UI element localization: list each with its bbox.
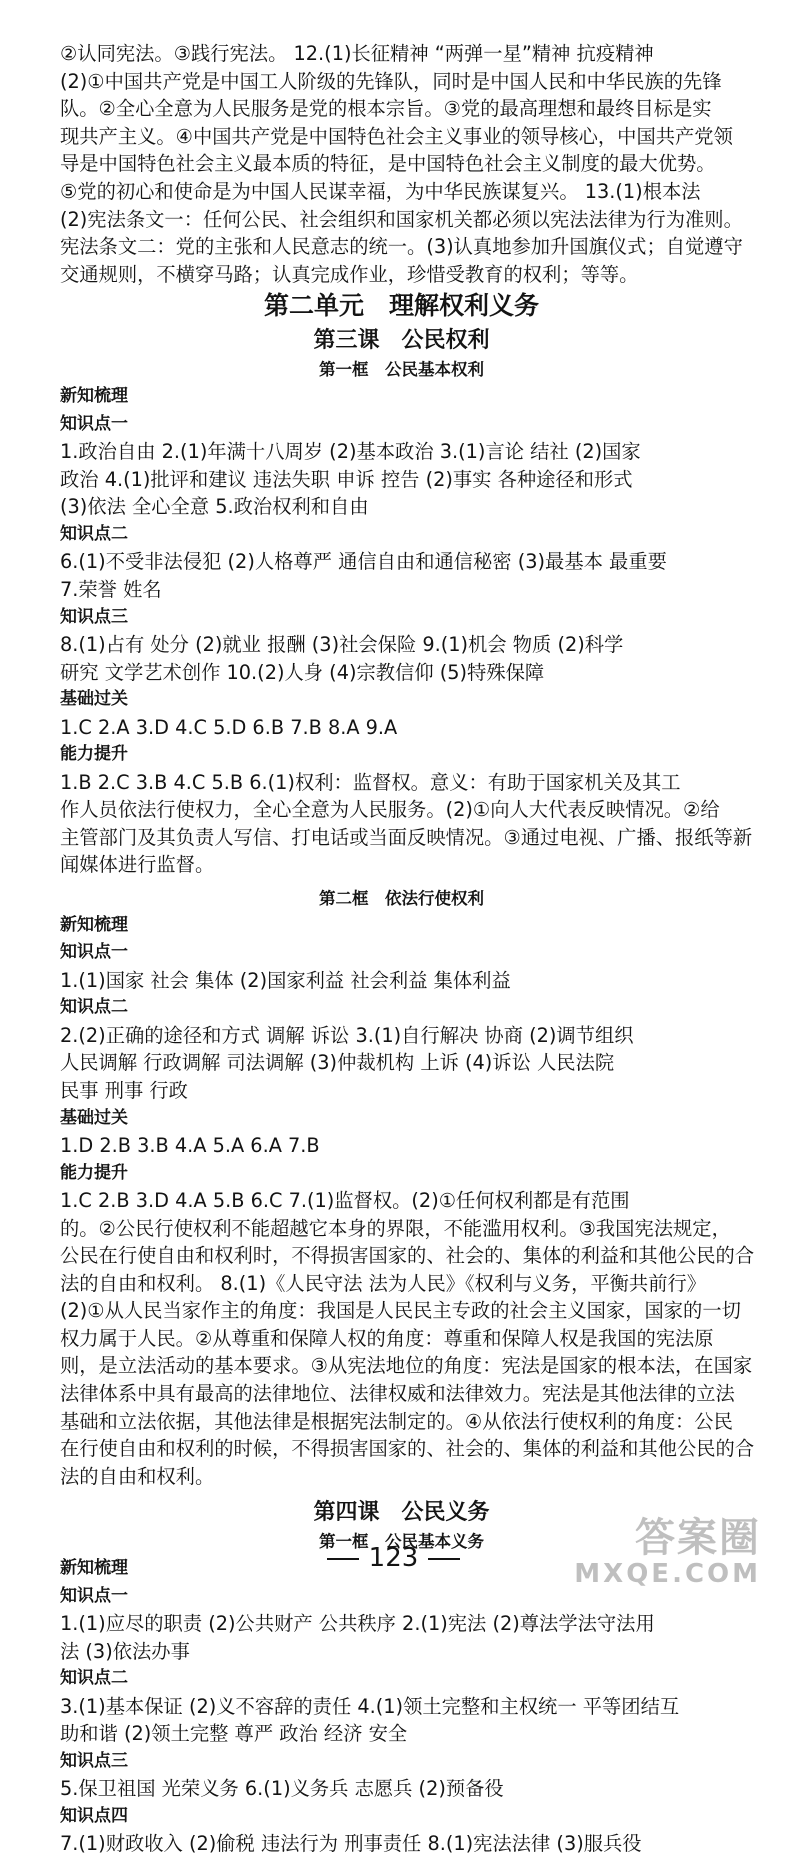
text-line: 法 (3)依法办事 — [60, 1639, 190, 1663]
text-line: ⑤党的初心和使命是为中国人民谋幸福，为中华民族谋复兴。 13.(1)根本法 — [60, 179, 701, 203]
section-heading: 基础过关 — [60, 689, 128, 710]
page-number-text: 123 — [368, 1543, 419, 1573]
frame-title: 第一框 公民基本义务 — [319, 1532, 484, 1552]
section-heading: 能力提升 — [60, 744, 128, 765]
text-line: 交通规则，不横穿马路；认真完成作业，珍惜受教育的权利；等等。 — [60, 262, 639, 286]
knowledge-point-heading: 知识点四 — [60, 1806, 128, 1827]
text-line: 在行使自由和权利的时候，不得损害国家的、社会的、集体的利益和其他公民的合 — [60, 1437, 755, 1461]
text-line: 7.(1)财政收入 (2)偷税 违法行为 刑事责任 8.(1)宪法法律 (3)服兵役 — [60, 1832, 642, 1856]
text-line: 2.(2)正确的途径和方式 调解 诉讼 3.(1)自行解决 协商 (2)调节组织 — [60, 1023, 634, 1047]
frame-title: 第一框 公民基本权利 — [319, 360, 484, 380]
dash-right — [428, 1558, 460, 1560]
text-line: 法的自由和权利。 — [60, 1464, 215, 1488]
text-line: 1.C 2.B 3.D 4.A 5.B 6.C 7.(1)监督权。(2)①任何权利都是有范围 — [60, 1188, 630, 1212]
text-line: 1.政治自由 2.(1)年满十八周岁 (2)基本政治 3.(1)言论 结社 (2)国家 — [60, 440, 641, 464]
text-line: 公民在行使自由和权利时，不得损害国家的、社会的、集体的利益和其他公民的合 — [60, 1244, 755, 1268]
lesson-title: 第三课 公民权利 — [313, 327, 490, 354]
watermark-text: 答案圈 — [635, 1515, 761, 1561]
lesson3-frame2 — [60, 912, 755, 1491]
text-line: 人民调解 行政调解 司法调解 (3)仲裁机构 上诉 (4)诉讼 人民法院 — [60, 1051, 615, 1075]
text-line: 则，是立法活动的基本要求。③从宪法地位的角度：宪法是国家的根本法，在国家 — [60, 1354, 753, 1378]
text-line: (2)①从人民当家作主的角度：我国是人民民主专政的社会主义国家，国家的一切 — [60, 1299, 741, 1323]
knowledge-point-heading: 知识点三 — [60, 1751, 128, 1772]
text-line: 政治 4.(1)批评和建议 违法失职 申诉 控告 (2)事实 各种途径和形式 — [60, 467, 633, 491]
knowledge-point-heading: 知识点二 — [60, 997, 128, 1018]
text-line: 闻媒体进行监督。 — [60, 853, 215, 877]
text-line: 研究 文学艺术创作 10.(2)人身 (4)宗教信仰 (5)特殊保障 — [60, 660, 545, 684]
text-line: 导是中国特色社会主义最本质的特征，是中国特色社会主义制度的最大优势。 — [60, 152, 716, 176]
text-line: 1.C 2.A 3.D 4.C 5.D 6.B 7.B 8.A 9.A — [60, 715, 398, 739]
text-line: 1.D 2.B 3.B 4.A 5.A 6.A 7.B — [60, 1133, 320, 1157]
text-line: 基础和立法依据，其他法律是根据宪法制定的。④从依法行使权利的角度：公民 — [60, 1409, 733, 1433]
text-line: 宪法条文二：党的主张和人民意志的统一。(3)认真地参加升国旗仪式；自觉遵守 — [60, 235, 743, 259]
text-line: 法的自由和权利。 8.(1)《人民守法 法为人民》《权利与义务，平衡共前行》 — [60, 1271, 707, 1295]
unit-title: 第二单元 理解权利义务 — [263, 291, 539, 321]
knowledge-point-heading: 知识点二 — [60, 1668, 128, 1689]
lesson4-frame1 — [60, 1555, 743, 1858]
lesson3-frame1 — [60, 383, 753, 879]
text-line: 3.(1)基本保证 (2)义不容辞的责任 4.(1)领土完整和主权统一 平等团结互 — [60, 1694, 680, 1718]
text-line: 的。②公民行使权利不能超越它本身的界限，不能滥用权利。③我国宪法规定， — [60, 1216, 731, 1240]
watermark-logo — [574, 1516, 761, 1588]
section-heading: 新知梳理 — [60, 914, 128, 935]
text-line: 作人员依法行使权力，全心全意为人民服务。(2)①向人大代表反映情况。②给 — [60, 798, 720, 822]
text-line: ②认同宪法。③践行宪法。 12.(1)长征精神 “两弹一星”精神 抗疫精神 — [60, 42, 654, 65]
knowledge-point-heading: 知识点一 — [60, 413, 128, 434]
text-line: 队。②全心全意为人民服务是党的根本宗旨。③党的最高理想和最终目标是实 — [60, 97, 712, 121]
section-heading: 新知梳理 — [60, 386, 128, 407]
text-line: 助和谐 (2)领土完整 尊严 政治 经济 安全 — [60, 1722, 408, 1746]
text-line: 7.荣誉 姓名 — [60, 577, 162, 601]
section-heading: 新知梳理 — [60, 1558, 128, 1579]
text-line: 权力属于人民。②从尊重和保障人权的角度：尊重和保障人权是我国的宪法原 — [60, 1326, 714, 1350]
knowledge-point-heading: 知识点二 — [60, 523, 128, 544]
frame-title: 第二框 依法行使权利 — [319, 888, 484, 908]
text-line: 5.保卫祖国 光荣义务 6.(1)义务兵 志愿兵 (2)预备役 — [60, 1777, 504, 1801]
knowledge-point-heading: 知识点一 — [60, 942, 128, 963]
text-line: 1.(1)国家 社会 集体 (2)国家利益 社会利益 集体利益 — [60, 968, 511, 992]
text-line: 8.(1)占有 处分 (2)就业 报酬 (3)社会保险 9.(1)机会 物质 (2)科学 — [60, 632, 624, 656]
dash-left — [327, 1558, 359, 1560]
text-line: 6.(1)不受非法侵犯 (2)人格尊严 通信自由和通信秘密 (3)最基本 最重要 — [60, 550, 667, 574]
text-line: 民事 刑事 行政 — [60, 1078, 188, 1102]
text-line: (2)①中国共产党是中国工人阶级的先锋队，同时是中国人民和中华民族的先锋 — [60, 69, 722, 93]
text-line: 1.B 2.C 3.B 4.C 5.B 6.(1)权利：监督权。意义：有助于国家机关及其工 — [60, 770, 681, 794]
text-line: 法律体系中具有最高的法律地位、法律权威和法律效力。宪法是其他法律的立法 — [60, 1382, 735, 1406]
text-line: (2)宪法条文一：任何公民、社会组织和国家机关都必须以宪法法律为行为准则。 — [60, 207, 743, 231]
text-line: 现共产主义。④中国共产党是中国特色社会主义事业的领导核心，中国共产党领 — [60, 124, 733, 148]
knowledge-point-heading: 知识点一 — [60, 1585, 128, 1606]
knowledge-point-heading: 知识点三 — [60, 606, 128, 627]
section-heading: 能力提升 — [60, 1162, 128, 1183]
section-heading: 基础过关 — [60, 1107, 128, 1128]
text-line: 主管部门及其负责人写信、打电话或当面反映情况。③通过电视、广播、报纸等新 — [60, 825, 753, 849]
text-line: (3)依法 全心全意 5.政治权利和自由 — [60, 495, 369, 519]
watermark-url: MXQE.COM — [574, 1559, 761, 1589]
text-line: 1.(1)应尽的职责 (2)公共财产 公共秩序 2.(1)宪法 (2)尊法学法守法用 — [60, 1612, 655, 1636]
continued-answers — [60, 40, 743, 288]
lesson-title: 第四课 公民义务 — [313, 1499, 490, 1526]
